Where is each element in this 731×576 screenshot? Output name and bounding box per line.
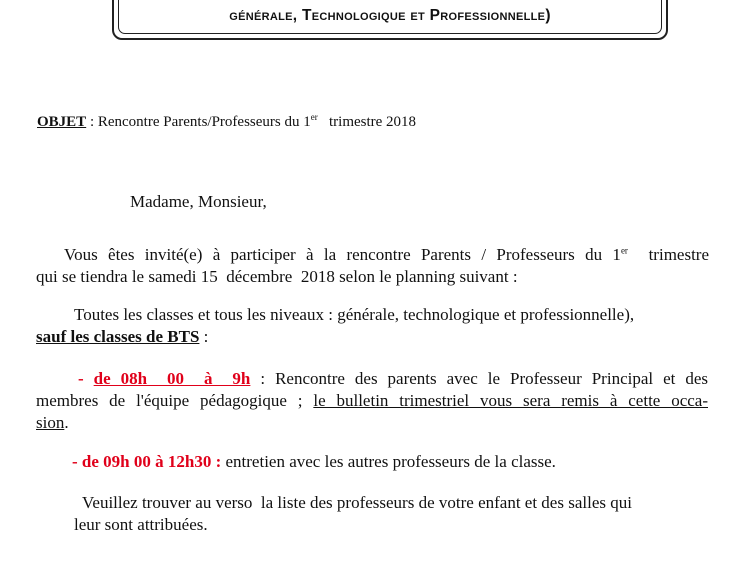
slot1-line1-justified — [78, 368, 708, 390]
slot1-line3 — [36, 412, 69, 434]
slot2-line — [72, 451, 556, 473]
objet-superscript: er — [310, 112, 318, 122]
slot2-time: de 09h 00 à 12h30 : — [81, 452, 222, 471]
slot1-bulletin-notice: le bulletin trimestriel vous sera remis à cette occa- — [313, 391, 708, 410]
verso-line2 — [74, 514, 208, 536]
slot1-text: : Rencontre des parents avec le Professeur Principal et des — [250, 369, 708, 388]
invitation-line1 — [64, 244, 709, 266]
slot1-line3-tail: . — [64, 413, 69, 432]
header-title-line2: générale, Technologique et Professionnelle) — [229, 7, 551, 24]
slot1-line2-justified — [36, 390, 708, 412]
slot1-line2 — [36, 390, 708, 412]
slot2-dash: - — [72, 452, 82, 471]
slot2-text: entretien avec les autres professeurs de la classe. — [221, 452, 556, 471]
verso-line1 — [82, 492, 632, 514]
salutation: Madame, Monsieur, — [130, 192, 267, 211]
objet-label: OBJET — [37, 114, 87, 130]
verso-line1-text: Veuillez trouver au verso la liste des professeurs de votre enfant et des salles qui — [82, 493, 632, 512]
objet-text: Rencontre Parents/Professeurs du 1 — [97, 114, 311, 130]
classes-exception-suffix: : — [199, 327, 209, 346]
classes-line1-text: Toutes les classes et tous les niveaux : générale, technologique et professionnelle), — [74, 305, 635, 324]
invitation-superscript: er — [620, 245, 628, 256]
invitation-line2 — [36, 266, 518, 288]
header-box — [112, 0, 668, 40]
classes-exception: sauf les classes de BTS — [36, 327, 200, 346]
slot1-time: de 08h 00 à 9h — [93, 369, 251, 388]
classes-line2 — [36, 326, 208, 348]
slot1-dash: - — [78, 369, 94, 388]
objet-line — [37, 114, 416, 131]
invitation-line1-end: trimestre — [627, 245, 710, 264]
slot1-line3-underlined: sion — [36, 413, 65, 432]
slot1-line2-text: membres de l'équipe pédagogique ; — [36, 391, 314, 410]
invitation-paragraph — [64, 244, 709, 266]
classes-line1 — [74, 304, 634, 326]
invitation-line2-text: qui se tiendra le samedi 15 décembre 2018 selon le planning suivant : — [36, 267, 518, 286]
objet-text-after: trimestre 2018 — [317, 114, 417, 130]
verso-line2-text: leur sont attribuées. — [74, 515, 208, 534]
slot1-line1 — [78, 368, 708, 390]
objet-separator: : — [86, 114, 98, 130]
invitation-line1-text: Vous êtes invité(e) à participer à la rencontre Parents / Professeurs du 1 — [64, 245, 621, 264]
